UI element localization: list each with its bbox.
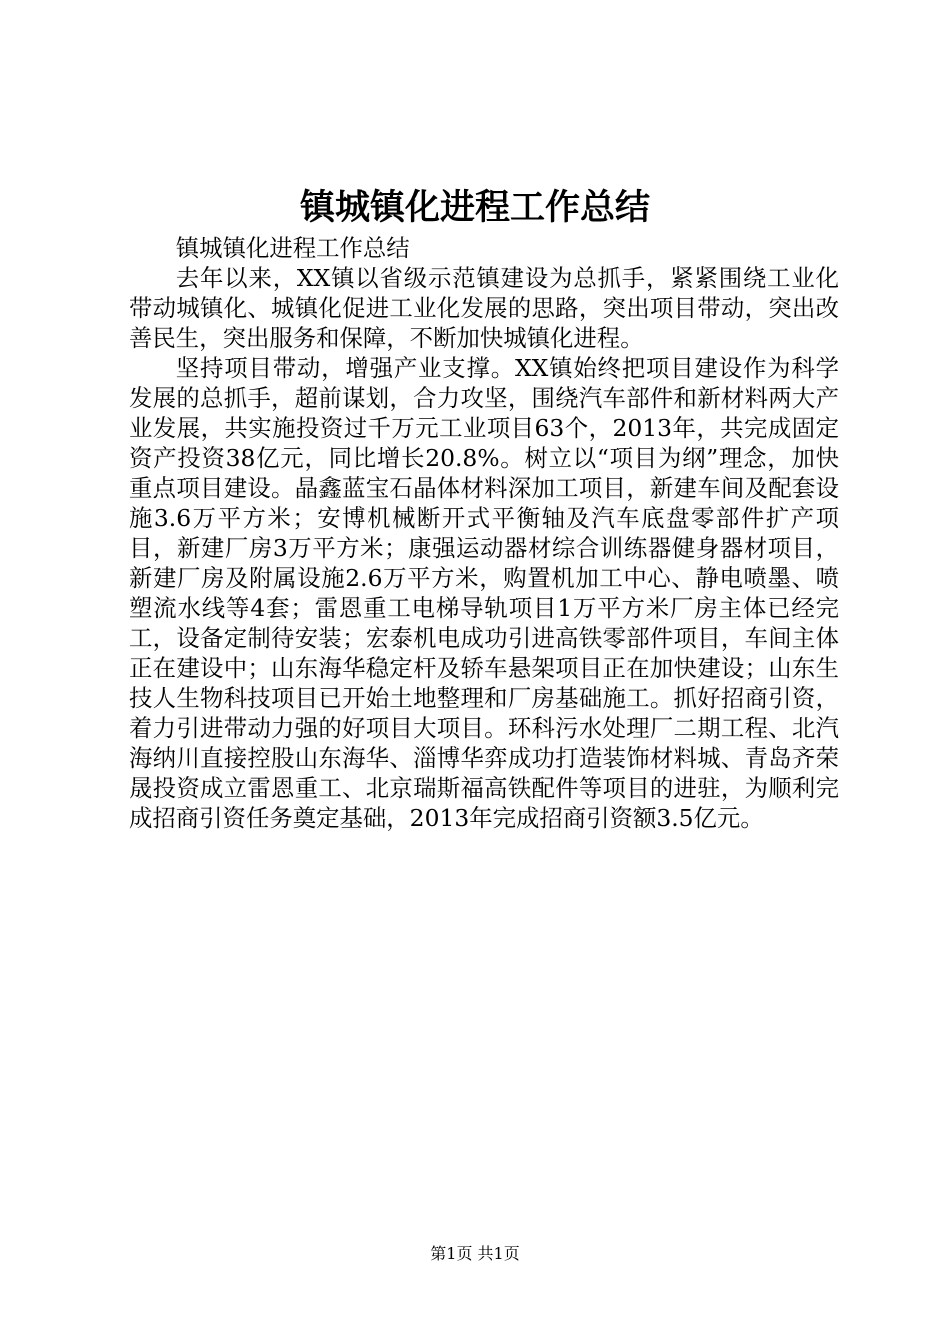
- body-paragraph: 去年以来，XX镇以省级示范镇建设为总抓手，紧紧围绕工业化带动城镇化、城镇化促进工业化发展的思路，突出项目带动，突出改善民生，突出服务和保障，不断加快城镇化进程。: [129, 264, 839, 352]
- page-title: 镇城镇化进程工作总结: [299, 187, 650, 228]
- page-footer: 第1页 共1页: [430, 1244, 520, 1263]
- document-body: [129, 233, 839, 833]
- body-paragraph: 坚持项目带动，增强产业支撑。XX镇始终把项目建设作为科学发展的总抓手，超前谋划，合力攻坚，围绕汽车部件和新材料两大产业发展，共实施投资过千万元工业项目63个，2013年，共完成固定资产投资38亿元，同比增长20.8%。树立以“项目为纲”理念，加快重点项目建设。晶鑫蓝宝石晶体材料深加工项目，新建车间及配套设施3.6万平方米；安博机械断开式平衡轴及汽车底盘零部件扩产项目，新建厂房3万平方米；康强运动器材综合训练器健身器材项目，新建厂房及附属设施2.6万平方米，购置机加工中心、静电喷墨、喷塑流水线等4套；雷恩重工电梯导轨项目1万平方米厂房主体已经完工，设备定制待安装；宏泰机电成功引进高铁零部件项目，车间主体正在建设中；山东海华稳定杆及轿车悬架项目正在加快建设；山东生技人生物科技项目已开始土地整理和厂房基础施工。抓好招商引资，着力引进带动力强的好项目大项目。环科污水处理厂二期工程、北汽海纳川直接控股山东海华、淄博华弈成功打造装饰材料城、青岛齐荣晟投资成立雷恩重工、北京瑞斯福高铁配件等项目的进驻，为顺利完成招商引资任务奠定基础，2013年完成招商引资额3.5亿元。: [129, 354, 839, 832]
- body-paragraph: 镇城镇化进程工作总结: [175, 234, 410, 262]
